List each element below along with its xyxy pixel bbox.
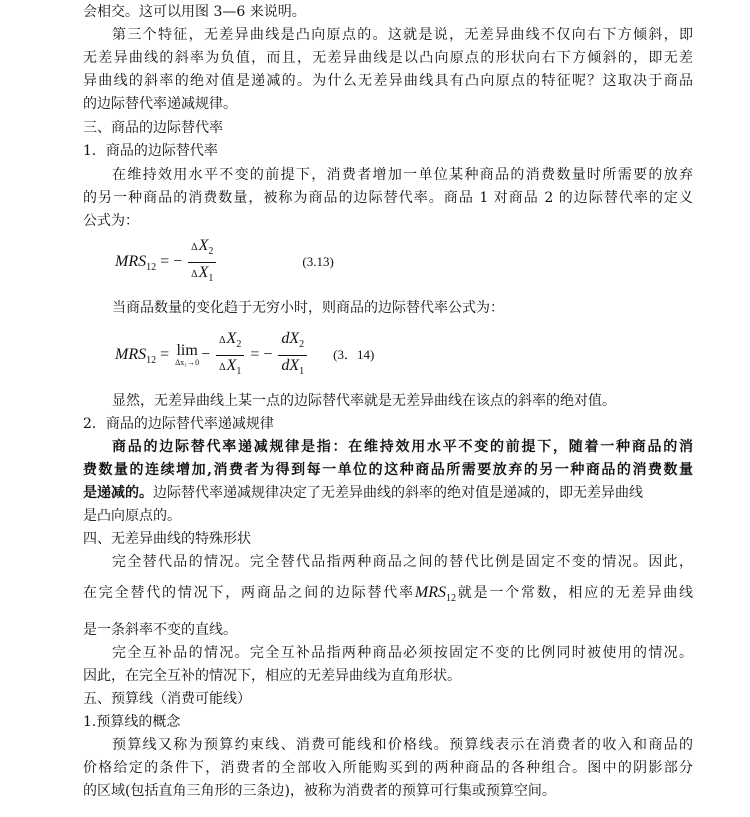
paragraph-line: 会相交。这可以用图 3—6 来说明。 xyxy=(83,4,306,20)
delta-symbol: Δ xyxy=(191,242,198,253)
eq-fraction xyxy=(188,237,216,288)
paragraph-line: 当商品数量的变化趋于无穷小时，则商品的边际替代率公式为： xyxy=(112,300,504,316)
eq-den: X xyxy=(226,357,237,374)
eq-equals: = xyxy=(160,346,170,364)
paragraph-line: 第三个特征，无差异曲线是凸向原点的。这就是说，无差异曲线不仅向右下方倾斜，即 xyxy=(112,27,693,43)
subsection-heading: 2．商品的边际替代率递减规律 xyxy=(83,416,274,432)
paragraph-text: 在完全替代的情况下，两商品之间的边际替代率 xyxy=(83,585,415,601)
eq-den-sub: 1 xyxy=(236,366,242,377)
eq-lhs-sub: 12 xyxy=(146,262,157,274)
paragraph-line: 显然，无差异曲线上某一点的边际替代率就是无差异曲线在该点的斜率的绝对值。 xyxy=(112,393,616,409)
subsection-heading: 1.预算线的概念 xyxy=(83,714,181,730)
section-heading: 四、无差异曲线的特殊形状 xyxy=(83,531,251,547)
eq-lhs-sub: 12 xyxy=(146,355,157,367)
equation-3-14 xyxy=(115,330,374,381)
delta-symbol: Δ xyxy=(191,269,198,280)
eq-minus: − xyxy=(201,346,211,364)
inline-mrs-sub: 12 xyxy=(445,593,456,604)
lim-text: lim xyxy=(176,341,198,359)
delta-symbol: Δ xyxy=(219,335,226,346)
eq-den-sub: 1 xyxy=(208,273,214,284)
paragraph-line: 因此，在完全互补的情况下，相应的无差异曲线为直角形状。 xyxy=(83,668,461,684)
paragraph-line xyxy=(83,483,693,503)
paragraph-line: 在维持效用水平不变的前提下，消费者增加一单位某种商品的消费数量时所需要的放弃 xyxy=(112,167,693,183)
paragraph-line xyxy=(83,583,693,609)
paragraph-line: 是一条斜率不变的直线。 xyxy=(83,622,237,638)
paragraph-line: 的边际替代率递减规律。 xyxy=(83,96,237,112)
paragraph-line: 完全互补品的情况。完全互补品指两种商品必须按固定不变的比例同时被使用的情况。 xyxy=(112,645,693,661)
section-heading: 三、商品的边际替代率 xyxy=(83,120,223,136)
bold-definition-line: 商品的边际替代率递减规律是指：在维持效用水平不变的前提下，随着一种商品的消 xyxy=(112,439,693,455)
eq-num: X xyxy=(226,330,237,347)
eq-den: X xyxy=(198,264,209,281)
bold-definition-end: 是递减的。 xyxy=(83,485,153,501)
eq-dnum: dX xyxy=(281,330,300,347)
paragraph-line: 是凸向原点的。 xyxy=(83,508,181,524)
equation-number: (3.13) xyxy=(302,254,334,270)
paragraph-line: 的区域(包括直角三角形的三条边)，被称为消费者的预算可行集或预算空间。 xyxy=(83,783,556,799)
equation-3-13 xyxy=(115,237,334,288)
eq-dnum-sub: 2 xyxy=(299,339,305,350)
paragraph-line: 价格给定的条件下，消费者的全部收入所能购买到的两种商品的各种组合。图中的阴影部分 xyxy=(83,760,693,776)
eq-lhs: MRS xyxy=(115,253,147,271)
paragraph-line: 无差异曲线的斜率为负值，而且，无差异曲线是以凸向原点的形状向右下方倾斜的，即无差 xyxy=(83,50,693,66)
eq-fraction xyxy=(216,330,244,381)
eq-equals-2: = − xyxy=(250,346,273,364)
eq-dden: dX xyxy=(281,357,300,374)
eq-num: X xyxy=(198,237,209,254)
paragraph-line: 公式为： xyxy=(83,213,139,229)
inline-mrs-text: MRS xyxy=(414,584,446,601)
eq-limit xyxy=(175,341,200,368)
paragraph-line: 预算线又称为预算约束线、消费可能线和价格线。预算线表示在消费者的收入和商品的 xyxy=(112,737,693,753)
section-heading: 五、预算线（消费可能线） xyxy=(83,691,251,707)
eq-num-sub: 2 xyxy=(236,339,242,350)
paragraph-line: 的另一种商品的消费数量，被称为商品的边际替代率。商品 1 对商品 2 的边际替代率的定义 xyxy=(83,190,693,206)
paragraph-text: 边际替代率递减规律决定了无差异曲线的斜率的绝对值是递减的，即无差异曲线 xyxy=(153,485,643,501)
eq-derivative-fraction xyxy=(278,330,307,381)
lim-subscript: Δx₁→0 xyxy=(175,357,200,367)
subsection-heading: 1．商品的边际替代率 xyxy=(83,143,218,159)
eq-lhs: MRS xyxy=(115,346,147,364)
eq-equals: = − xyxy=(160,253,183,271)
inline-mrs xyxy=(414,584,456,604)
eq-dden-sub: 1 xyxy=(299,366,305,377)
equation-number: (3．14) xyxy=(333,347,375,363)
paragraph-text: 就是一个常数，相应的无差异曲线 xyxy=(455,585,694,601)
eq-num-sub: 2 xyxy=(208,246,214,257)
paragraph-line: 异曲线的斜率的绝对值是递减的。为什么无差异曲线具有凸向原点的特征呢？这取决于商品 xyxy=(83,73,693,89)
delta-symbol: Δ xyxy=(219,362,226,373)
bold-definition-line: 费数量的连续增加,消费者为得到每一单位的这种商品所需要放弃的另一种商品的消费数量 xyxy=(83,462,693,478)
paragraph-line: 完全替代品的情况。完全替代品指两种商品之间的替代比例是固定不变的情况。因此， xyxy=(112,554,693,570)
